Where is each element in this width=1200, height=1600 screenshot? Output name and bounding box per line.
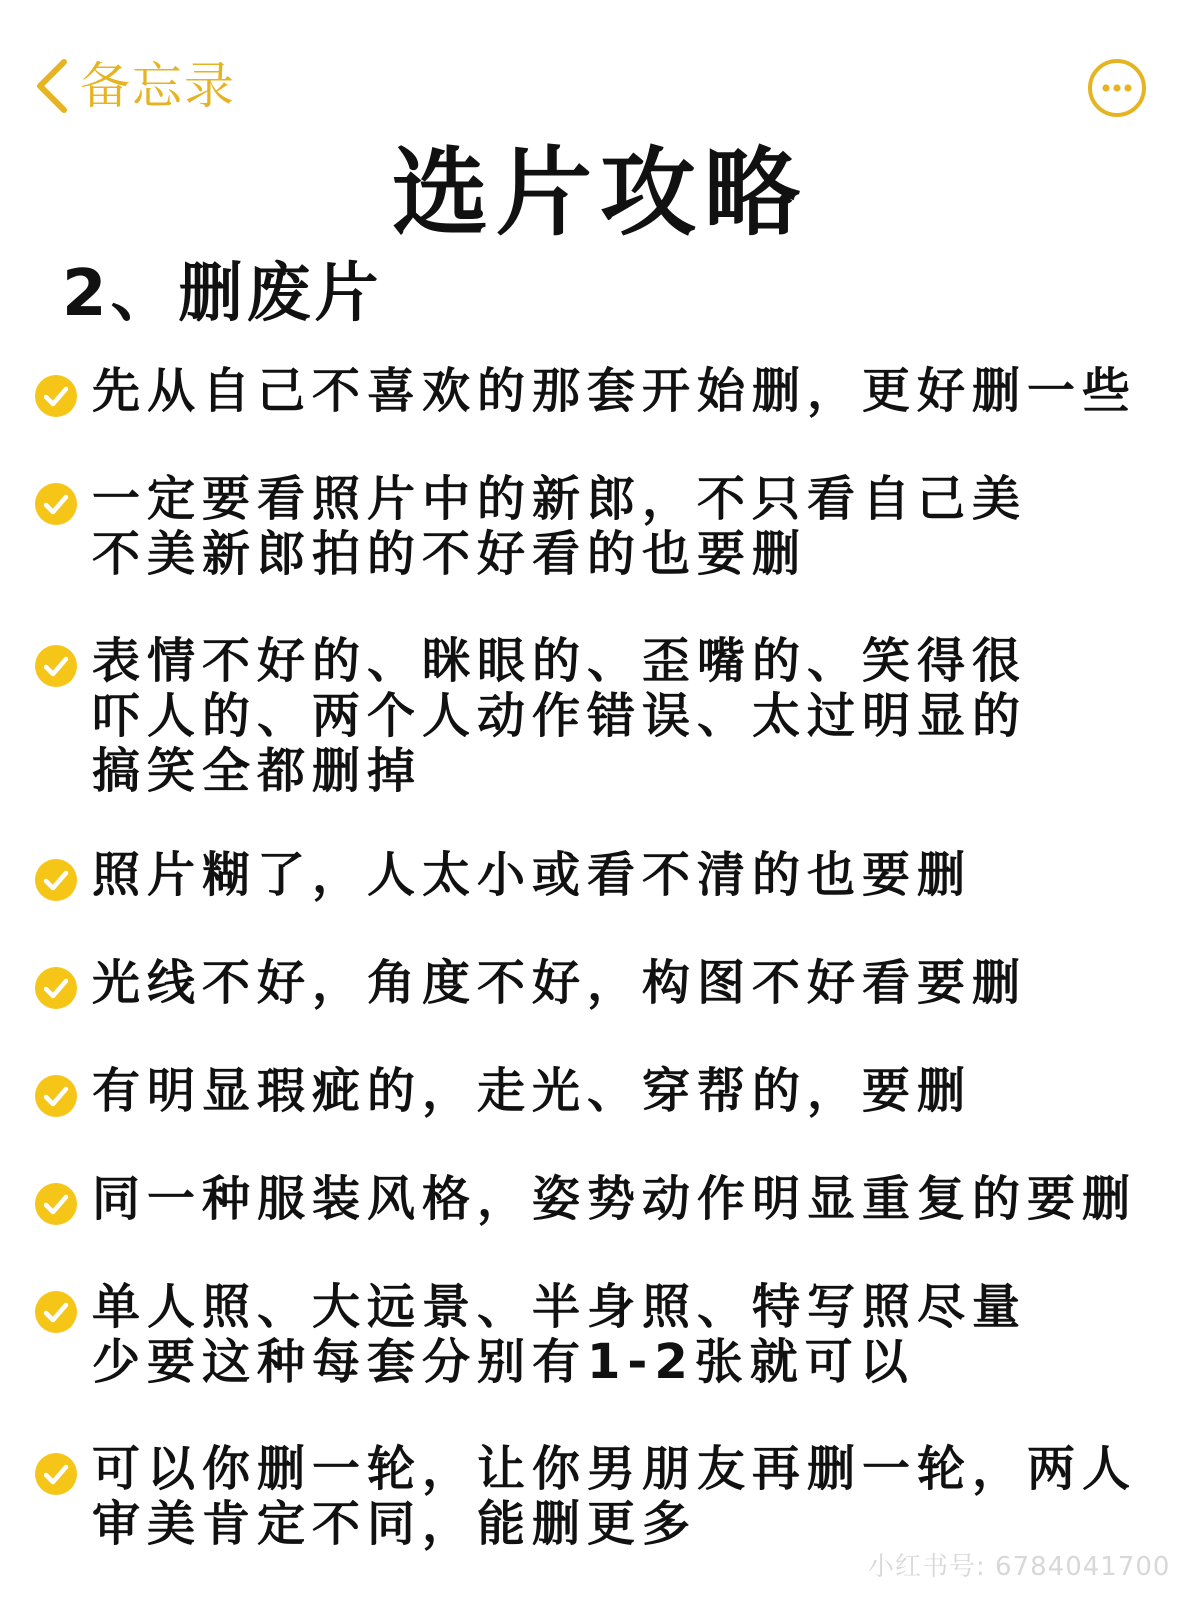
list-item-text: 先从自己不喜欢的那套开始删，更好删一些 <box>92 363 1138 419</box>
check-circle-icon <box>34 644 78 688</box>
list-item-text: 同一种服装风格，姿势动作明显重复的要删 <box>92 1171 1138 1227</box>
list-item-text: 有明显瑕疵的，走光、穿帮的，要删 <box>92 1063 973 1119</box>
list-item <box>34 634 1174 799</box>
more-button[interactable] <box>1087 58 1147 118</box>
check-circle-icon <box>34 1452 78 1496</box>
list-item <box>34 1064 1174 1119</box>
check-circle-icon <box>34 858 78 902</box>
more-horizontal-icon <box>1087 58 1147 118</box>
list-item-text: 表情不好的、眯眼的、歪嘴的、笑得很 吓人的、两个人动作错误、太过明显的 搞笑全都删掉 <box>92 633 1028 799</box>
list-item-text: 单人照、大远景、半身照、特写照尽量 少要这种每套分别有1-2张就可以 <box>92 1279 1028 1390</box>
chevron-left-icon <box>34 56 70 116</box>
list-item <box>34 956 1174 1011</box>
navigation-bar <box>0 0 1200 150</box>
list-item-text: 光线不好，角度不好，构图不好看要删 <box>92 955 1028 1011</box>
watermark: 小红书号: 6784041700 <box>868 1552 1171 1582</box>
check-circle-icon <box>34 1182 78 1226</box>
list-item-text: 一定要看照片中的新郎，不只看自己美 不美新郎拍的不好看的也要删 <box>92 471 1028 582</box>
check-circle-icon <box>34 966 78 1010</box>
list-item-text: 可以你删一轮，让你男朋友再删一轮，两人 审美肯定不同，能删更多 <box>92 1441 1138 1552</box>
check-circle-icon <box>34 1074 78 1118</box>
check-circle-icon <box>34 482 78 526</box>
list-item <box>34 1172 1174 1227</box>
list-item <box>34 848 1174 903</box>
back-label: 备忘录 <box>80 57 236 115</box>
list-item <box>34 472 1174 582</box>
list-item-text: 照片糊了，人太小或看不清的也要删 <box>92 847 973 903</box>
list-item <box>34 364 1174 419</box>
list-item <box>34 1280 1174 1390</box>
check-circle-icon <box>34 1290 78 1334</box>
list-item <box>34 1442 1174 1552</box>
page-title: 选片攻略 <box>392 137 808 249</box>
back-button[interactable] <box>34 56 236 116</box>
section-heading: 2、删废片 <box>62 257 383 331</box>
check-circle-icon <box>34 374 78 418</box>
